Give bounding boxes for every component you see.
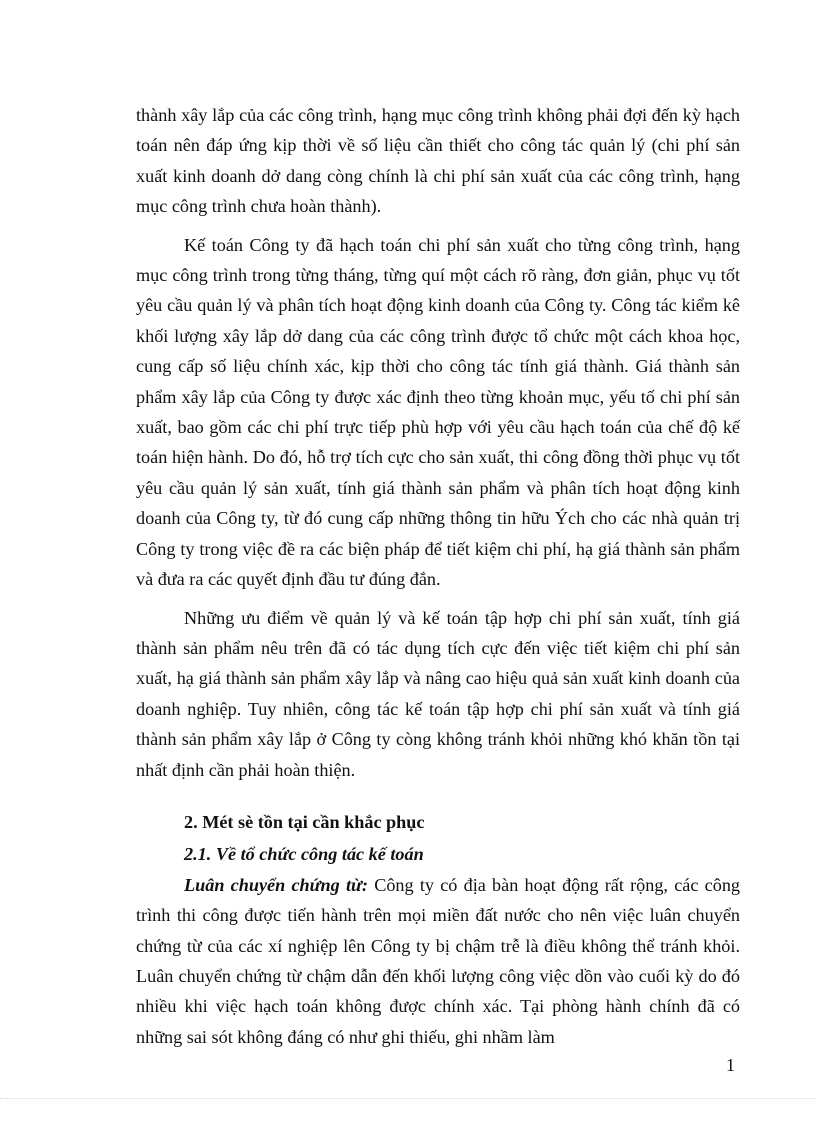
page-bottom-divider <box>0 1098 816 1099</box>
paragraph-advantages-limitations: Những ưu điểm về quản lý và kế toán tập hợp chi phí sản xuất, tính giá thành sản phẩm nêu trên đã có tác dụng tích cực đến việc tiết kiệm chi phí sản xuất, hạ giá thành sản phẩm xây lắp và nâng cao hiệu quả sản xuất kinh doanh của doanh nghiệp. Tuy nhiên, công tác kế toán tập hợp chi phí sản xuất và tính giá thành sản phẩm xây lắp ở Công ty còng không tránh khỏi những khó khăn tồn tại nhất định cần phải hoàn thiện. <box>136 607 740 780</box>
subsection-heading: 2.1. Về tổ chức công tác kế toán <box>184 844 424 865</box>
section-heading: 2. Mét sè tồn tại cần khắc phục <box>184 811 425 832</box>
paragraph-continuation: thành xây lắp của các công trình, hạng mục công trình không phải đợi đến kỳ hạch toán nên đáp ứng kịp thời về số liệu cần thiết cho công tác quản lý (chi phí sản xuất kinh doanh dở dang còng chính là chi phí sản xuất của các công trình, hạng mục công trình chưa hoàn thành). <box>136 105 740 217</box>
page-number: 1 <box>726 1055 735 1075</box>
page-body <box>136 100 740 1052</box>
run-in-heading: Luân chuyển chứng từ: <box>184 874 368 895</box>
paragraph-accounting-strengths: Kế toán Công ty đã hạch toán chi phí sản xuất cho từng công trình, hạng mục công trình trong từng tháng, từng quí một cách rõ ràng, đơn giản, phục vụ tốt yêu cầu quản lý và phân tích hoạt động kinh doanh của Công ty. Công tác kiểm kê khối lượng xây lắp dở dang của các công trình được tổ chức một cách khoa học, cung cấp số liệu chính xác, kịp thời cho công tác tính giá thành. Giá thành sản phẩm xây lắp của Công ty được xác định theo từng khoản mục, yếu tố chi phí sản xuất, bao gồm các chi phí trực tiếp phù hợp với yêu cầu hạch toán của chế độ kế toán hiện hành. Do đó, hỗ trợ tích cực cho sản xuất, thi công đồng thời phục vụ tốt yêu cầu quản lý sản xuất, tính giá thành sản phẩm và phân tích hoạt động kinh doanh của Công ty, từ đó cung cấp những thông tin hữu Ých cho các nhà quản trị Công ty trong việc đề ra các biện pháp để tiết kiệm chi phí, hạ giá thành sản phẩm và đưa ra các quyết định đầu tư đúng đắn. <box>136 234 740 590</box>
paragraph-body-text: Công ty có địa bàn hoạt động rất rộng, các công trình thi công được tiến hành trên mọi miền đất nước cho nên việc luân chuyển chứng từ của các xí nghiệp lên Công ty bị chậm trễ là điều không thể tránh khỏi. Luân chuyển chứng từ chậm dẫn đến khối lượng công việc dồn vào cuối kỳ do đó nhiều khi việc hạch toán không được chính xác. Tại phòng hành chính đã có những sai sót không đáng có như ghi thiếu, ghi nhầm làm <box>136 874 741 1047</box>
paragraph-document-circulation <box>136 870 740 1052</box>
